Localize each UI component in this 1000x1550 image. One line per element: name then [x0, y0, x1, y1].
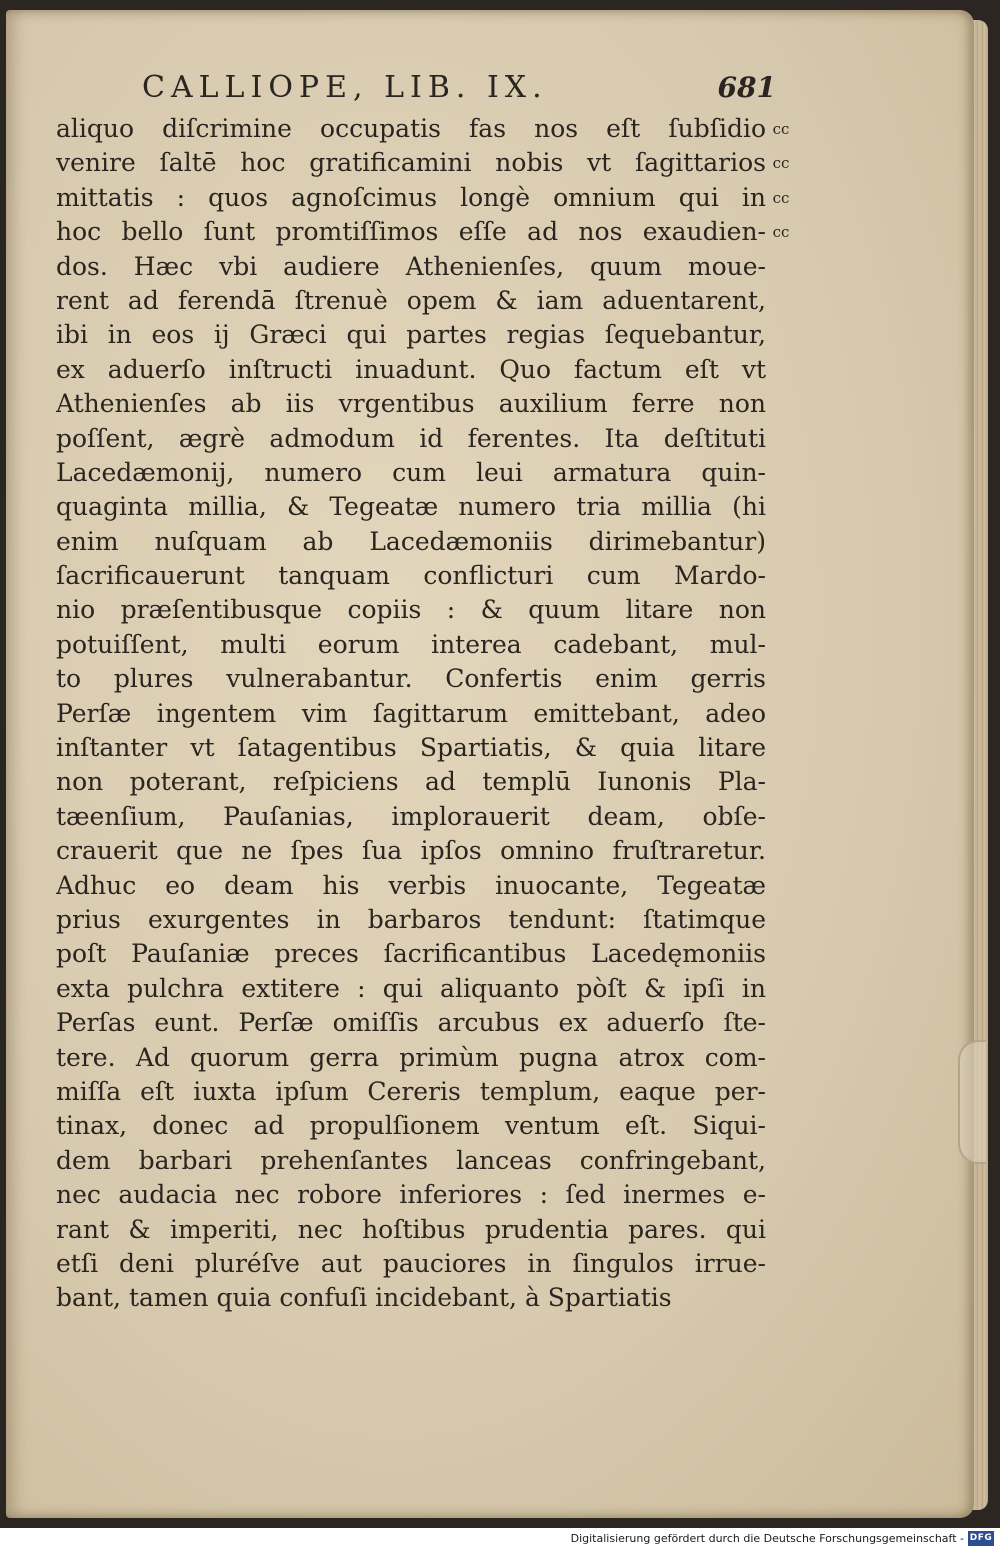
marginal-quotation-marks [766, 112, 796, 250]
body-text [56, 112, 766, 1316]
text-line: potuiſſent, multi eorum interea cadebant, mul- [56, 629, 766, 659]
margin-mark: cc [772, 223, 790, 242]
text-line: poſſent, ægrè admodum id ferentes. Ita deſtituti [56, 423, 766, 453]
digitization-footer [0, 1528, 1000, 1550]
text-line: rent ad ferendā ſtrenuè opem & iam aduentarent, [56, 285, 766, 315]
text-line: ex aduerſo inſtructi inuadunt. Quo factum eſt vt [56, 354, 766, 384]
margin-mark: cc [772, 188, 790, 207]
text-line: inſtanter vt ſatagentibus Spartiatis, & quia litare [56, 733, 766, 763]
text-line: dos. Hæc vbi audiere Athenienſes, quum moue- [56, 251, 766, 281]
text-line: etſi deni pluréſve aut pauciores in ſingulos irrue- [56, 1248, 766, 1278]
text-line: crauerit que ne ſpes ſua ipſos omnino fruſtraretur. [56, 836, 766, 866]
dfg-logo: DFG [968, 1531, 994, 1546]
text-line: miſſa eſt iuxta ipſum Cereris templum, eaque per- [56, 1076, 766, 1106]
text-line: venire ſaltē hoc gratificamini nobis vt ſagittarios [56, 148, 766, 178]
text-line: Perſæ ingentem vim ſagittarum emittebant, adeo [56, 698, 766, 728]
text-line: dem barbari prehenſantes lanceas confringebant, [56, 1145, 766, 1175]
text-line: non poterant, reſpiciens ad templū Iunonis Pla- [56, 767, 766, 797]
text-line: hoc bello ſunt promtiſſimos eſſe ad nos exaudien- [56, 217, 766, 247]
text-line: Adhuc eo deam his verbis inuocante, Tegeatæ [56, 870, 766, 900]
text-line: Athenienſes ab iis vrgentibus auxilium ferre non [56, 389, 766, 419]
funding-credit: Digitalisierung gefördert durch die Deutsche Forschungsgemeinschaft - [570, 1532, 964, 1545]
running-title: CALLIOPE, LIB. IX. [142, 70, 548, 105]
margin-mark: cc [772, 120, 790, 138]
text-line: bant, tamen quia confuſi incidebant, à Spartiatis [56, 1283, 672, 1313]
text-line: ſacrificauerunt tanquam conflicturi cum Mardo- [56, 561, 766, 591]
text-line: tæenſium, Pauſanias, implorauerit deam, obſe- [56, 801, 766, 831]
text-line: tere. Ad quorum gerra primùm pugna atrox com- [56, 1042, 766, 1072]
text-line: mittatis : quos agnoſcimus longè omnium qui in [56, 182, 766, 212]
text-line: to plures vulnerabantur. Confertis enim gerris [56, 664, 766, 694]
text-line: Lacedæmonij, numero cum leui armatura quin- [56, 457, 766, 487]
text-line: prius exurgentes in barbaros tendunt: ſtatimque [56, 904, 766, 934]
text-line: enim nuſquam ab Lacedæmoniis dirimebantur) [56, 526, 766, 556]
text-line: nec audacia nec robore inferiores : ſed inermes e- [56, 1180, 766, 1210]
book-clamp [958, 1040, 986, 1164]
text-line: ibi in eos ij Græci qui partes regias ſequebantur, [56, 320, 766, 350]
page-header [120, 68, 780, 108]
text-line: quaginta millia, & Tegeatæ numero tria millia (hi [56, 492, 766, 522]
text-line: poſt Pauſaniæ preces ſacrificantibus Lacedęmoniis [56, 939, 766, 969]
margin-mark: cc [772, 154, 790, 173]
text-line: tinax, donec ad propulſionem ventum eſt. Siqui- [56, 1111, 766, 1141]
text-line: aliquo diſcrimine occupatis fas nos eſt ſubſidio [56, 114, 766, 143]
page-number: 681 [717, 71, 776, 104]
text-line: exta pulchra extitere : qui aliquanto pòſt & ipſi in [56, 973, 766, 1003]
text-line: rant & imperiti, nec hoſtibus prudentia pares. qui [56, 1214, 766, 1244]
text-line: nio præſentibusque copiis : & quum litare non [56, 595, 766, 625]
text-line: Perſas eunt. Perſæ omiſſis arcubus ex aduerſo ſte- [56, 1008, 766, 1038]
